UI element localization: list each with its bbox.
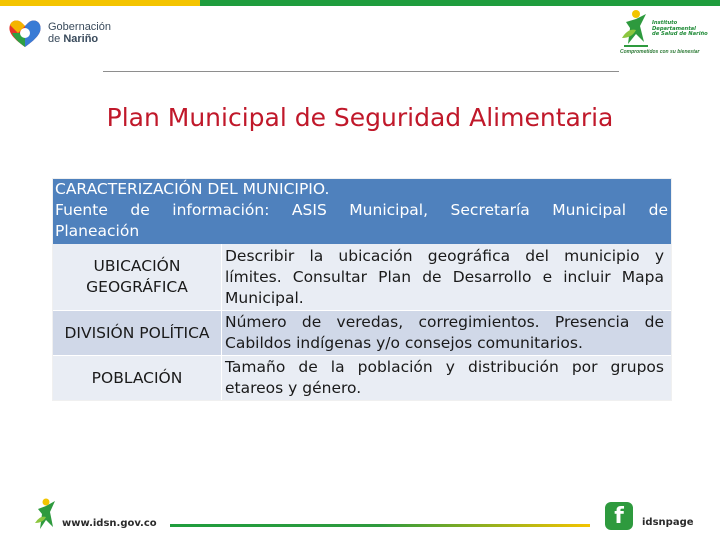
- row-key: [53, 244, 222, 310]
- idsn-logo: [620, 8, 710, 56]
- header-divider: [103, 71, 619, 72]
- table-header: [53, 179, 671, 244]
- row-value: Tamaño de la población y distribución por grupos etareos y género.: [225, 358, 664, 397]
- table-row: [53, 355, 671, 400]
- characterization-table: [52, 178, 672, 401]
- facebook-page-link[interactable]: idsnpage: [642, 517, 694, 528]
- row-key: POBLACIÓN: [53, 356, 222, 400]
- row-value: Número de veredas, corregimientos. Presencia de Cabildos indígenas y/o consejos comunitarios.: [225, 313, 664, 352]
- ids-line2: Departamental: [652, 25, 696, 32]
- row-key-line1: UBICACIÓN: [93, 257, 181, 275]
- row-key-line2: GEOGRÁFICA: [86, 278, 188, 296]
- gob-line2-bold: Nariño: [63, 33, 99, 45]
- gob-line1: Gobernación: [48, 21, 111, 33]
- facebook-icon[interactable]: f: [605, 502, 633, 530]
- table-header-line1: CARACTERIZACIÓN DEL MUNICIPIO.: [55, 180, 330, 198]
- idsn-figure-icon: [618, 8, 654, 48]
- footer-gradient-line: [170, 524, 590, 527]
- gobernacion-logo: [6, 17, 111, 49]
- idsn-figure-small-icon: [32, 497, 62, 537]
- ids-line3: de Salud de Nariño: [652, 31, 708, 38]
- row-value: Describir la ubicación geográfica del municipio y límites. Consultar Plan de Desarrollo e incluir Mapa Municipal.: [225, 247, 664, 307]
- gob-line2-prefix: de: [48, 33, 61, 45]
- table-row: [53, 310, 671, 355]
- top-color-strip: [0, 0, 720, 6]
- table-header-line2: Fuente de información: ASIS Municipal, Secretaría Municipal de: [55, 201, 668, 219]
- footer: [0, 495, 720, 540]
- ids-slogan: Comprometidos con su bienestar: [620, 49, 700, 55]
- ids-line1: Instituto: [652, 20, 678, 26]
- heart-logo-icon: [6, 17, 44, 49]
- table-row: [53, 244, 671, 310]
- row-key: DIVISIÓN POLÍTICA: [53, 311, 222, 355]
- page-title: Plan Municipal de Seguridad Alimentaria: [106, 103, 614, 132]
- table-header-line3: Planeación: [55, 222, 140, 240]
- website-link[interactable]: www.idsn.gov.co: [62, 518, 157, 529]
